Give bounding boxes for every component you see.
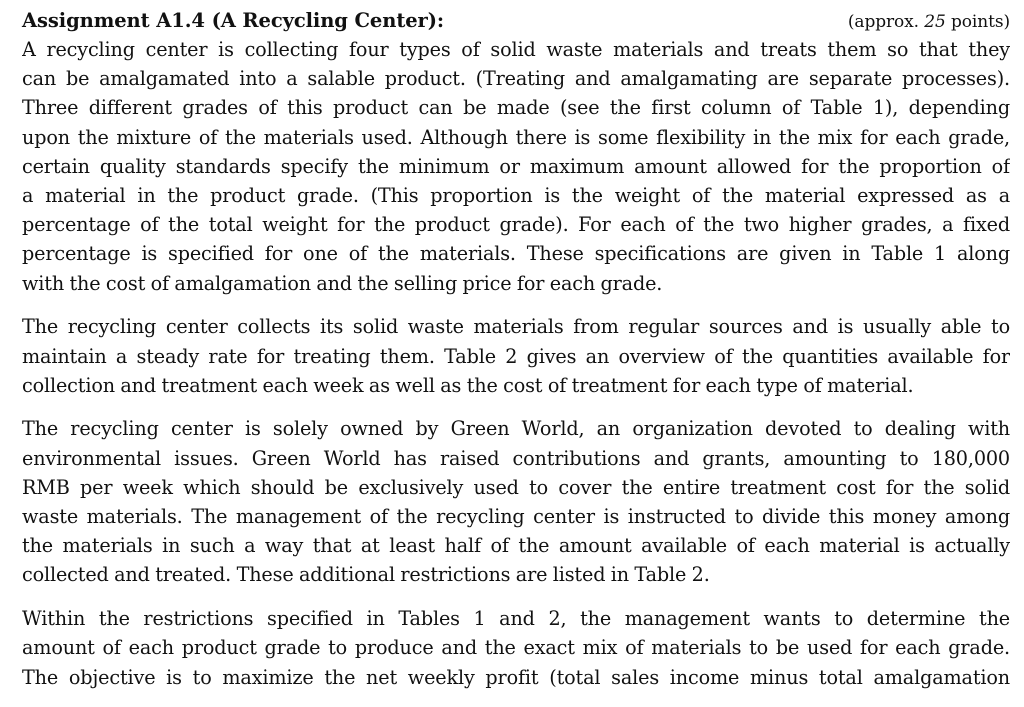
body-text <box>22 35 1010 692</box>
text-line: The objective is to maximize the net weekly profit (total sales income minus total amalgamation <box>22 665 1010 689</box>
text-line: can be amalgamated into a salable product. (Treating and amalgamating are separate processes). <box>22 67 1010 91</box>
text-line: Three different grades of this product can be made (see the first column of Table 1), depending <box>22 96 1010 120</box>
text-line: percentage of the total weight for the product grade). For each of the two higher grades, a fixed <box>22 213 1010 237</box>
text-line: RMB per week which should be exclusively used to cover the entire treatment cost for the solid <box>22 475 1010 499</box>
text-line: A recycling center is collecting four types of solid waste materials and treats them so that they <box>22 38 1010 61</box>
text-line: Within the restrictions specified in Tables 1 and 2, the management wants to determine the <box>22 607 1010 631</box>
text-line: collected and treated. These additional restrictions are listed in Table 2. <box>22 563 710 587</box>
paragraph-4 <box>22 604 1010 692</box>
text-line: a material in the product grade. (This proportion is the weight of the material expressed as a <box>22 184 1010 208</box>
text-line: certain quality standards specify the minimum or maximum amount allowed for the proportion of <box>22 154 1010 178</box>
text-line: maintain a steady rate for treating them. Table 2 gives an overview of the quantities available for <box>22 344 1010 368</box>
paragraph-1 <box>22 35 1010 298</box>
points-suffix: points) <box>945 12 1010 32</box>
text-line: environmental issues. Green World has raised contributions and grants, amounting to 180,000 <box>22 446 1010 470</box>
points-note <box>848 8 1010 37</box>
text-line: percentage is specified for one of the materials. These specifications are given in Table 1 along <box>22 242 1010 266</box>
paragraph-2 <box>22 312 1010 400</box>
text-line: upon the mixture of the materials used. Although there is some flexibility in the mix for each grade, <box>22 125 1010 149</box>
text-line: The recycling center collects its solid waste materials from regular sources and is usually able to <box>22 315 1010 339</box>
text-line: collection and treatment each week as well as the cost of treatment for each type of material. <box>22 373 914 397</box>
text-line: waste materials. The management of the recycling center is instructed to divide this money among <box>22 505 1010 529</box>
text-line: amount of each product grade to produce and the exact mix of materials to be used for each grade. <box>22 636 1010 660</box>
assignment-title: Assignment A1.4 (A Recycling Center): <box>22 9 444 32</box>
paragraph-3 <box>22 414 1010 589</box>
assignment-heading <box>22 6 1010 35</box>
points-value: 25 <box>924 12 946 32</box>
text-line: with the cost of amalgamation and the selling price for each grade. <box>22 271 663 295</box>
text-line: the materials in such a way that at least half of the amount available of each material is actually <box>22 534 1010 558</box>
document-page <box>22 6 1010 692</box>
text-line: The recycling center is solely owned by Green World, an organization devoted to dealing with <box>22 417 1010 441</box>
points-prefix: (approx. <box>847 12 925 32</box>
